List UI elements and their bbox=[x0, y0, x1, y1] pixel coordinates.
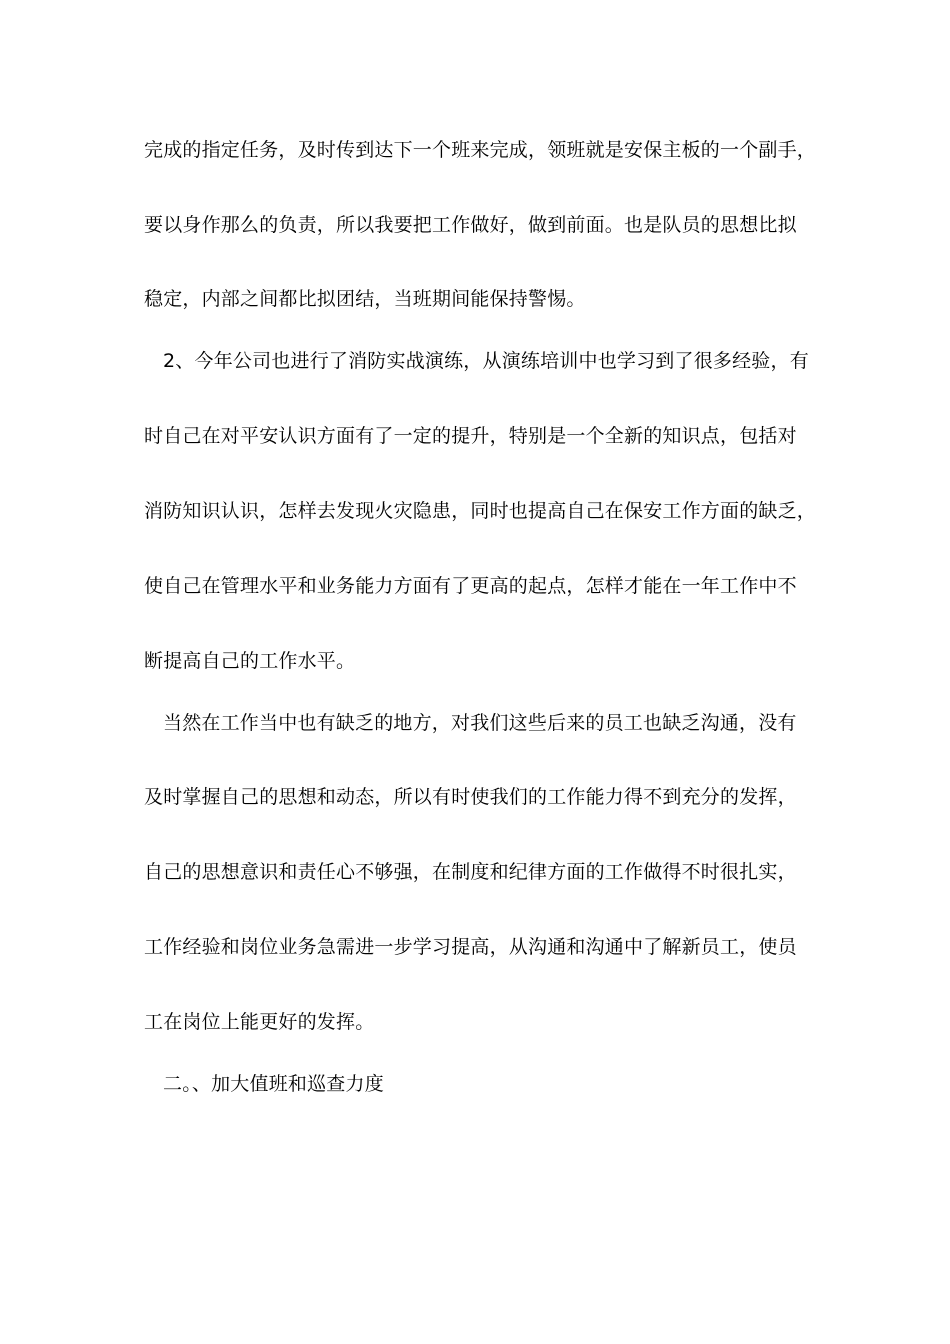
text-line: 完成的指定任务，及时传到达下一个班来完成，领班就是安保主板的一个副手， bbox=[144, 139, 817, 161]
text-line: 工作经验和岗位业务急需进一步学习提高，从沟通和沟通中了解新员工，使员 bbox=[144, 936, 797, 958]
text-line: 要以身作那么的负责，所以我要把工作做好，做到前面。也是队员的思想比拟 bbox=[144, 214, 797, 236]
text-line: 消防知识认识，怎样去发现火灾隐患，同时也提高自己在保安工作方面的缺乏， bbox=[144, 500, 817, 522]
text-line: 时自己在对平安认识方面有了一定的提升，特别是一个全新的知识点，包括对 bbox=[144, 425, 797, 447]
section-heading: 二。、加大值班和巡查力度 bbox=[163, 1073, 384, 1095]
text-line: 断提高自己的工作水平。 bbox=[144, 650, 356, 672]
text-line: 使自己在管理水平和业务能力方面有了更高的起点，怎样才能在一年工作中不 bbox=[144, 575, 797, 597]
text-line: 稳定，内部之间都比拟团结，当班期间能保持警惕。 bbox=[144, 288, 586, 310]
paragraph-start-line: 当然在工作当中也有缺乏的地方，对我们这些后来的员工也缺乏沟通，没有 bbox=[163, 712, 797, 734]
text-line: 自己的思想意识和责任心不够强，在制度和纪律方面的工作做得不时很扎实， bbox=[144, 861, 797, 883]
text-line: 及时掌握自己的思想和动态，所以有时使我们的工作能力得不到充分的发挥， bbox=[144, 786, 797, 808]
text-line: 工在岗位上能更好的发挥。 bbox=[144, 1011, 375, 1033]
paragraph-start-line: 2、今年公司也进行了消防实战演练，从演练培训中也学习到了很多经验，有 bbox=[163, 350, 809, 372]
